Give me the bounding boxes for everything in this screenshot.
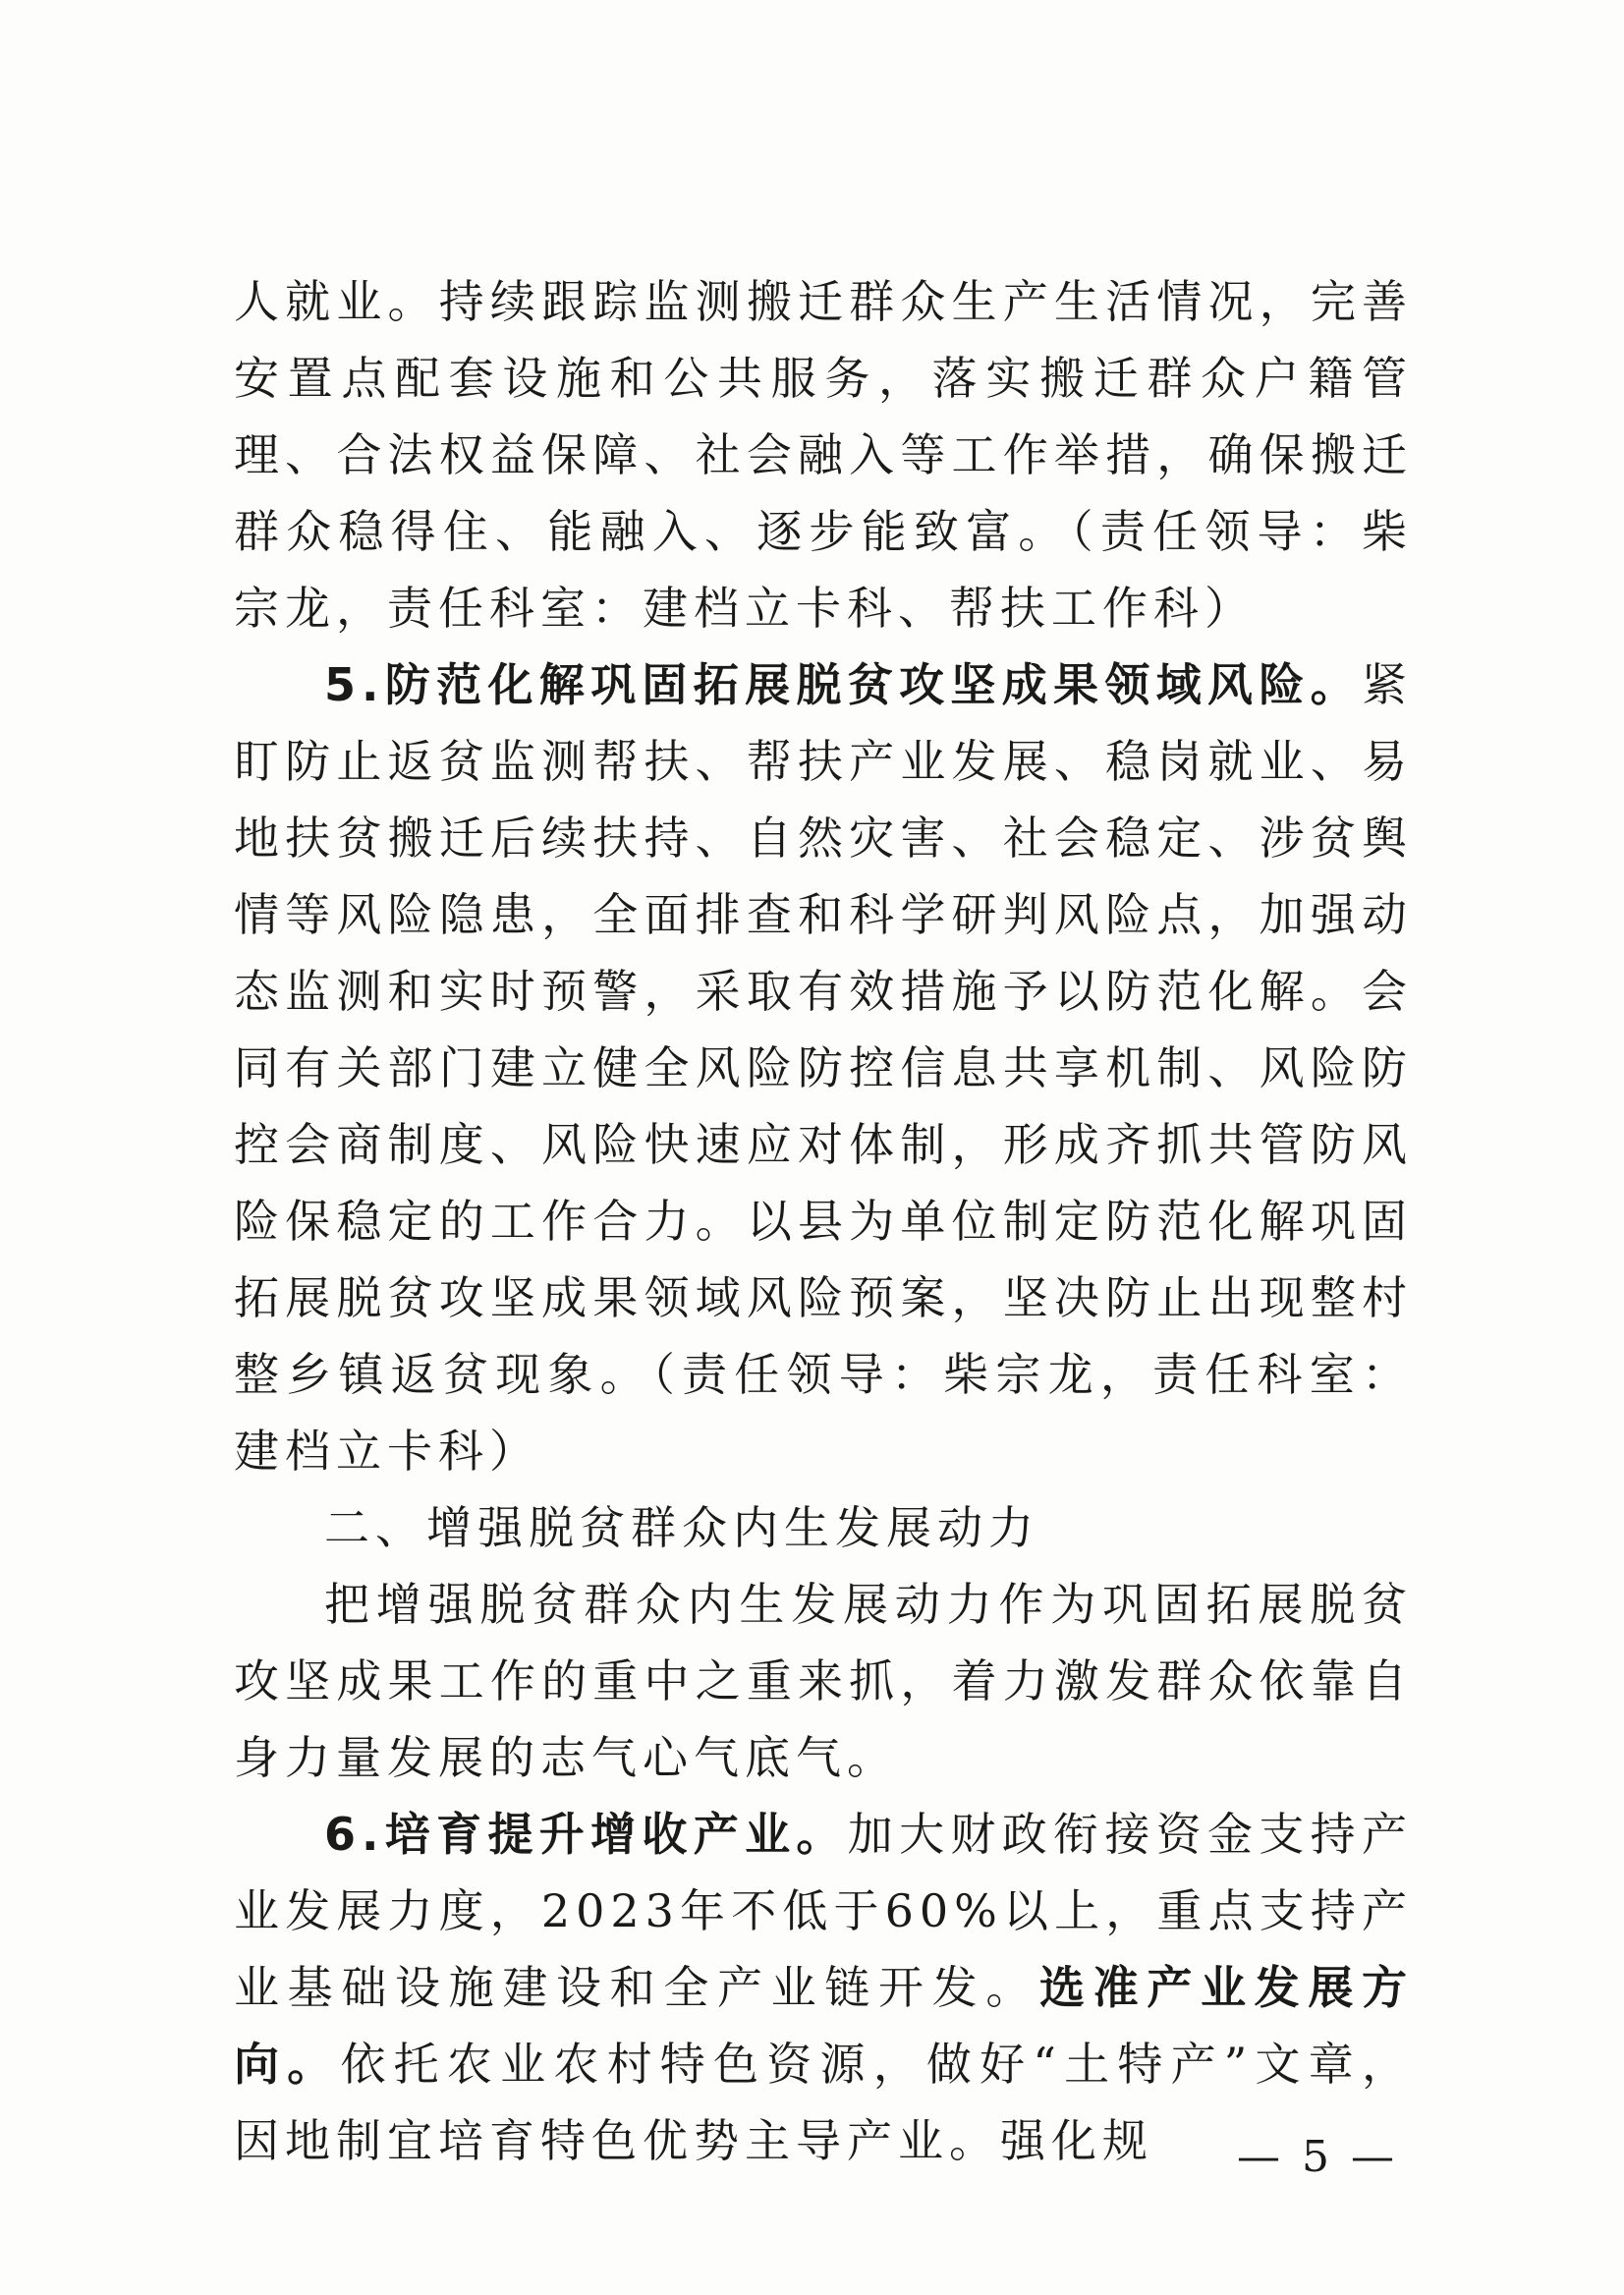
document-body — [234, 263, 1413, 2179]
item-6-body-1: 加大财政衔接资金支持产业发展力度，2023年不低于60%以上，重点支持产业基础设施建设和全产业链开发。 — [234, 1808, 1414, 2014]
item-5-title: 5.防范化解巩固拓展脱贫攻坚成果领域风险。 — [324, 658, 1362, 711]
item-6-subtitle: 选准产业发展方向。 — [234, 1961, 1414, 2091]
paragraph-section-2-intro: 把增强脱贫群众内生发展动力作为巩固拓展脱贫攻坚成果工作的重中之重来抓，着力激发群众依靠自身力量发展的志气心气底气。 — [234, 1578, 1413, 1784]
paragraph-continued: 人就业。持续跟踪监测搬迁群众生产生活情况，完善安置点配套设施和公共服务，落实搬迁群众户籍管理、合法权益保障、社会融入等工作举措，确保搬迁群众稳得住、能融入、逐步能致富。（责任领导：柴宗龙，责任科室：建档立卡科、帮扶工作科） — [234, 275, 1413, 635]
page-number: — 5 — — [1237, 2132, 1398, 2182]
item-6-body-2: 依托农业农村特色资源，做好“土特产”文章，因地制宜培育特色优势主导产业。强化规 — [234, 2038, 1413, 2167]
item-6-title: 6.培育提升增收产业。 — [324, 1808, 848, 1861]
paragraph-item-6 — [234, 1796, 1413, 2179]
paragraph-item-5 — [234, 646, 1413, 1489]
section-heading-2: 二、增强脱贫群众内生发展动力 — [324, 1501, 1039, 1554]
item-5-body: 紧盯防止返贫监测帮扶、帮扶产业发展、稳岗就业、易地扶贫搬迁后续扶持、自然灾害、社会稳定、涉贫舆情等风险隐患，全面排查和科学研判风险点，加强动态监测和实时预警，采取有效措施予以防范化解。会同有关部门建立健全风险防控信息共享机制、风险防控会商制度、风险快速应对体制，形成齐抓共管防风险保稳定的工作合力。以县为单位制定防范化解巩固拓展脱贫攻坚成果领域风险预案，坚决防止出现整村整乡镇返贫现象。（责任领导：柴宗龙，责任科室：建档立卡科） — [234, 658, 1413, 1478]
